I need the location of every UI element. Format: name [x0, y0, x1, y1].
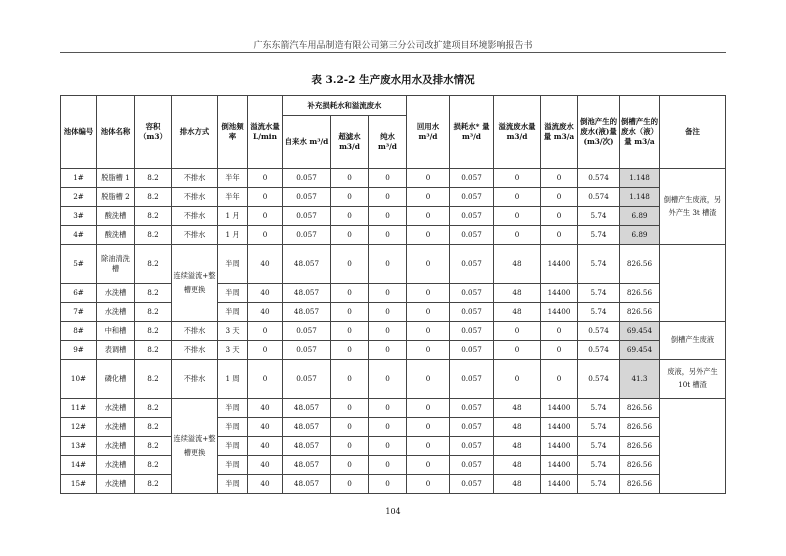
- cell-volume: 8.2: [135, 284, 172, 303]
- cell-trough-waste: 41.3: [620, 360, 660, 399]
- cell-overflow-day: 0: [494, 169, 541, 188]
- cell-pure-water: 0: [369, 226, 407, 245]
- cell-pure-water: 0: [369, 322, 407, 341]
- cell-volume: 8.2: [135, 322, 172, 341]
- cell-trough-waste: 826.56: [620, 399, 660, 418]
- col-overflow-year: 溢流废水量 m3/a: [541, 96, 578, 169]
- cell-pool-name: 水洗槽: [97, 303, 135, 322]
- table-row: [61, 456, 726, 475]
- col-loss: 损耗水* 量 m³/d: [450, 96, 494, 169]
- cell-overflow-year: 0: [541, 226, 578, 245]
- cell-loss: 0.057: [450, 188, 494, 207]
- cell-trough-waste: 1.148: [620, 169, 660, 188]
- cell-drain-mode: 不排水: [172, 188, 218, 207]
- table-row: [61, 399, 726, 418]
- col-volume: 容积（m3）: [135, 96, 172, 169]
- cell-drain-mode: 连续溢流+整槽更换: [172, 399, 218, 494]
- cell-pure-water: 0: [369, 456, 407, 475]
- cell-reuse: 0: [407, 188, 450, 207]
- header-rule: [60, 52, 726, 53]
- cell-volume: 8.2: [135, 437, 172, 456]
- cell-trough-waste: 6.89: [620, 226, 660, 245]
- cell-overflow-year: 14400: [541, 245, 578, 284]
- cell-overflow-year: 14400: [541, 399, 578, 418]
- cell-dump-waste: 5.74: [578, 303, 620, 322]
- cell-volume: 8.2: [135, 303, 172, 322]
- cell-loss: 0.057: [450, 475, 494, 494]
- cell-volume: 8.2: [135, 360, 172, 399]
- cell-dump-freq: 1 月: [218, 226, 248, 245]
- cell-drain-mode: 不排水: [172, 226, 218, 245]
- cell-pool-no: 11#: [61, 399, 97, 418]
- cell-reuse: 0: [407, 207, 450, 226]
- cell-loss: 0.057: [450, 169, 494, 188]
- cell-dump-waste: 5.74: [578, 475, 620, 494]
- cell-dump-waste: 5.74: [578, 245, 620, 284]
- cell-overflow-year: 14400: [541, 456, 578, 475]
- cell-pool-no: 5#: [61, 245, 97, 284]
- table-row: [61, 207, 726, 226]
- cell-overflow-day: 0: [494, 188, 541, 207]
- table-row: [61, 284, 726, 303]
- cell-volume: 8.2: [135, 475, 172, 494]
- cell-trough-waste: 69.454: [620, 341, 660, 360]
- cell-pool-no: 15#: [61, 475, 97, 494]
- table-row: [61, 360, 726, 399]
- cell-pool-no: 7#: [61, 303, 97, 322]
- cell-ultra-water: 0: [331, 341, 369, 360]
- cell-overflow-year: 0: [541, 188, 578, 207]
- cell-dump-freq: 半周: [218, 475, 248, 494]
- cell-ultra-water: 0: [331, 322, 369, 341]
- cell-pool-name: 酸洗槽: [97, 207, 135, 226]
- cell-dump-freq: 半周: [218, 303, 248, 322]
- col-overflow-day: 溢流废水量 m3/d: [494, 96, 541, 169]
- table-row: [61, 341, 726, 360]
- cell-dump-freq: 3 天: [218, 341, 248, 360]
- cell-loss: 0.057: [450, 322, 494, 341]
- cell-overflow-year: 0: [541, 169, 578, 188]
- cell-remark: 倒槽产生废液: [660, 322, 726, 360]
- cell-pool-name: 脱脂槽 1: [97, 169, 135, 188]
- cell-ultra-water: 0: [331, 245, 369, 284]
- cell-pool-no: 2#: [61, 188, 97, 207]
- cell-dump-freq: 1 周: [218, 360, 248, 399]
- cell-overflow-day: 0: [494, 322, 541, 341]
- cell-overflow-day: 48: [494, 456, 541, 475]
- cell-tap-water: 0.057: [283, 169, 331, 188]
- page-number: 104: [385, 507, 401, 516]
- cell-remark: [660, 245, 726, 322]
- cell-ultra-water: 0: [331, 437, 369, 456]
- cell-dump-waste: 0.574: [578, 341, 620, 360]
- cell-trough-waste: 826.56: [620, 475, 660, 494]
- cell-tap-water: 0.057: [283, 188, 331, 207]
- cell-tap-water: 0.057: [283, 360, 331, 399]
- cell-overflow: 0: [248, 207, 283, 226]
- cell-pure-water: 0: [369, 437, 407, 456]
- cell-dump-waste: 5.74: [578, 456, 620, 475]
- cell-pool-name: 水洗槽: [97, 399, 135, 418]
- table-title: 表 3.2-2 生产废水用水及排水情况: [311, 74, 475, 86]
- cell-pure-water: 0: [369, 303, 407, 322]
- cell-pool-name: 除油清洗槽: [97, 245, 135, 284]
- cell-overflow-day: 48: [494, 245, 541, 284]
- cell-overflow: 0: [248, 188, 283, 207]
- cell-volume: 8.2: [135, 207, 172, 226]
- cell-overflow-year: 14400: [541, 303, 578, 322]
- cell-dump-waste: 0.574: [578, 188, 620, 207]
- cell-reuse: 0: [407, 322, 450, 341]
- cell-pool-no: 9#: [61, 341, 97, 360]
- cell-tap-water: 0.057: [283, 207, 331, 226]
- cell-overflow: 40: [248, 475, 283, 494]
- cell-loss: 0.057: [450, 226, 494, 245]
- cell-tap-water: 0.057: [283, 341, 331, 360]
- cell-pool-no: 14#: [61, 456, 97, 475]
- cell-dump-waste: 0.574: [578, 360, 620, 399]
- cell-ultra-water: 0: [331, 475, 369, 494]
- cell-reuse: 0: [407, 169, 450, 188]
- cell-dump-freq: 半年: [218, 188, 248, 207]
- cell-overflow-year: 0: [541, 360, 578, 399]
- cell-ultra-water: 0: [331, 188, 369, 207]
- cell-pool-no: 10#: [61, 360, 97, 399]
- cell-pool-no: 8#: [61, 322, 97, 341]
- col-pool-no: 池体编号: [61, 96, 97, 169]
- cell-volume: 8.2: [135, 245, 172, 284]
- cell-tap-water: 48.057: [283, 284, 331, 303]
- cell-tap-water: 48.057: [283, 475, 331, 494]
- table-row: [61, 169, 726, 188]
- table-body: [61, 169, 726, 494]
- cell-dump-waste: 5.74: [578, 226, 620, 245]
- cell-remark: 倒槽产生废液，另外产生 3t 槽渣: [660, 169, 726, 245]
- cell-pure-water: 0: [369, 169, 407, 188]
- cell-dump-freq: 半周: [218, 456, 248, 475]
- cell-reuse: 0: [407, 475, 450, 494]
- col-ultra-water: 超滤水 m3/d: [331, 116, 369, 169]
- cell-loss: 0.057: [450, 284, 494, 303]
- table-row: [61, 475, 726, 494]
- cell-overflow: 40: [248, 399, 283, 418]
- cell-ultra-water: 0: [331, 207, 369, 226]
- cell-overflow-day: 48: [494, 284, 541, 303]
- cell-loss: 0.057: [450, 399, 494, 418]
- col-trough-waste: 倒槽产生的废水（液）量 m3/a: [620, 96, 660, 169]
- cell-reuse: 0: [407, 284, 450, 303]
- cell-volume: 8.2: [135, 188, 172, 207]
- cell-volume: 8.2: [135, 418, 172, 437]
- table-row: [61, 303, 726, 322]
- cell-dump-waste: 5.74: [578, 437, 620, 456]
- cell-loss: 0.057: [450, 303, 494, 322]
- cell-pool-no: 12#: [61, 418, 97, 437]
- cell-overflow: 40: [248, 456, 283, 475]
- cell-reuse: 0: [407, 245, 450, 284]
- cell-dump-freq: 半周: [218, 399, 248, 418]
- cell-loss: 0.057: [450, 207, 494, 226]
- cell-pool-name: 水洗槽: [97, 437, 135, 456]
- col-supplement-group: 补充损耗水和溢流废水: [283, 96, 407, 116]
- cell-reuse: 0: [407, 399, 450, 418]
- cell-pool-name: 水洗槽: [97, 418, 135, 437]
- cell-overflow-year: 0: [541, 341, 578, 360]
- cell-trough-waste: 826.56: [620, 245, 660, 284]
- cell-drain-mode: 不排水: [172, 322, 218, 341]
- cell-overflow-year: 14400: [541, 437, 578, 456]
- cell-reuse: 0: [407, 226, 450, 245]
- cell-pool-name: 水洗槽: [97, 456, 135, 475]
- cell-ultra-water: 0: [331, 418, 369, 437]
- cell-pool-name: 脱脂槽 2: [97, 188, 135, 207]
- cell-dump-freq: 半周: [218, 245, 248, 284]
- cell-reuse: 0: [407, 456, 450, 475]
- col-pure-water: 纯水 m³/d: [369, 116, 407, 169]
- cell-overflow-year: 14400: [541, 284, 578, 303]
- cell-overflow-day: 0: [494, 360, 541, 399]
- wastewater-table: [60, 95, 726, 494]
- cell-pool-no: 3#: [61, 207, 97, 226]
- cell-loss: 0.057: [450, 245, 494, 284]
- cell-pure-water: 0: [369, 399, 407, 418]
- cell-reuse: 0: [407, 418, 450, 437]
- cell-ultra-water: 0: [331, 303, 369, 322]
- col-pool-name: 池体名称: [97, 96, 135, 169]
- cell-overflow-day: 48: [494, 303, 541, 322]
- cell-pure-water: 0: [369, 188, 407, 207]
- cell-pool-no: 1#: [61, 169, 97, 188]
- table-row: [61, 418, 726, 437]
- cell-volume: 8.2: [135, 169, 172, 188]
- cell-trough-waste: 826.56: [620, 284, 660, 303]
- cell-dump-waste: 5.74: [578, 284, 620, 303]
- cell-dump-waste: 5.74: [578, 399, 620, 418]
- cell-trough-waste: 6.89: [620, 207, 660, 226]
- cell-ultra-water: 0: [331, 226, 369, 245]
- cell-loss: 0.057: [450, 437, 494, 456]
- cell-trough-waste: 69.454: [620, 322, 660, 341]
- cell-drain-mode: 不排水: [172, 207, 218, 226]
- table-row: [61, 245, 726, 284]
- cell-overflow: 0: [248, 360, 283, 399]
- cell-volume: 8.2: [135, 399, 172, 418]
- col-dump-waste: 倒池产生的废水(液)量 (m3/次): [578, 96, 620, 169]
- cell-ultra-water: 0: [331, 169, 369, 188]
- cell-overflow: 0: [248, 169, 283, 188]
- cell-reuse: 0: [407, 341, 450, 360]
- cell-ultra-water: 0: [331, 456, 369, 475]
- cell-trough-waste: 826.56: [620, 456, 660, 475]
- cell-volume: 8.2: [135, 456, 172, 475]
- cell-reuse: 0: [407, 437, 450, 456]
- cell-pure-water: 0: [369, 284, 407, 303]
- cell-pool-name: 磷化槽: [97, 360, 135, 399]
- cell-dump-freq: 半周: [218, 437, 248, 456]
- cell-pool-no: 4#: [61, 226, 97, 245]
- cell-tap-water: 48.057: [283, 245, 331, 284]
- table-row: [61, 437, 726, 456]
- cell-overflow-day: 48: [494, 437, 541, 456]
- table-row: [61, 226, 726, 245]
- cell-dump-freq: 1 月: [218, 207, 248, 226]
- cell-pure-water: 0: [369, 475, 407, 494]
- cell-reuse: 0: [407, 360, 450, 399]
- cell-loss: 0.057: [450, 360, 494, 399]
- cell-dump-freq: 半年: [218, 169, 248, 188]
- cell-trough-waste: 826.56: [620, 418, 660, 437]
- cell-overflow: 0: [248, 341, 283, 360]
- cell-tap-water: 48.057: [283, 418, 331, 437]
- cell-drain-mode: 不排水: [172, 169, 218, 188]
- cell-overflow: 40: [248, 437, 283, 456]
- cell-overflow: 0: [248, 226, 283, 245]
- cell-dump-waste: 0.574: [578, 322, 620, 341]
- cell-overflow-day: 48: [494, 475, 541, 494]
- cell-ultra-water: 0: [331, 399, 369, 418]
- cell-overflow: 0: [248, 322, 283, 341]
- cell-reuse: 0: [407, 303, 450, 322]
- cell-overflow-year: 14400: [541, 475, 578, 494]
- cell-overflow-year: 0: [541, 322, 578, 341]
- cell-loss: 0.057: [450, 418, 494, 437]
- cell-pool-name: 水洗槽: [97, 475, 135, 494]
- cell-pure-water: 0: [369, 341, 407, 360]
- cell-tap-water: 48.057: [283, 456, 331, 475]
- cell-volume: 8.2: [135, 226, 172, 245]
- table-row: [61, 188, 726, 207]
- cell-overflow-day: 0: [494, 207, 541, 226]
- cell-tap-water: 0.057: [283, 226, 331, 245]
- cell-overflow-year: 14400: [541, 418, 578, 437]
- cell-tap-water: 0.057: [283, 322, 331, 341]
- cell-pure-water: 0: [369, 360, 407, 399]
- cell-overflow: 40: [248, 418, 283, 437]
- cell-overflow: 40: [248, 303, 283, 322]
- cell-dump-freq: 半周: [218, 418, 248, 437]
- col-dump-freq: 倒池频率: [218, 96, 248, 169]
- cell-pure-water: 0: [369, 418, 407, 437]
- cell-remark: 废液，另外产生 10t 槽渣: [660, 360, 726, 399]
- cell-drain-mode: 不排水: [172, 360, 218, 399]
- cell-overflow: 40: [248, 245, 283, 284]
- cell-ultra-water: 0: [331, 360, 369, 399]
- cell-dump-freq: 3 天: [218, 322, 248, 341]
- cell-overflow-day: 0: [494, 226, 541, 245]
- cell-overflow-day: 48: [494, 399, 541, 418]
- cell-dump-waste: 5.74: [578, 418, 620, 437]
- document-header: 广东东箭汽车用品制造有限公司第三分公司改扩建项目环境影响报告书: [253, 41, 533, 51]
- cell-loss: 0.057: [450, 341, 494, 360]
- cell-dump-waste: 5.74: [578, 207, 620, 226]
- cell-tap-water: 48.057: [283, 437, 331, 456]
- cell-pool-name: 酸洗槽: [97, 226, 135, 245]
- cell-tap-water: 48.057: [283, 399, 331, 418]
- cell-pure-water: 0: [369, 207, 407, 226]
- cell-overflow-year: 0: [541, 207, 578, 226]
- cell-trough-waste: 1.148: [620, 188, 660, 207]
- cell-remark: [660, 399, 726, 494]
- cell-pool-no: 6#: [61, 284, 97, 303]
- cell-overflow-day: 0: [494, 341, 541, 360]
- cell-volume: 8.2: [135, 341, 172, 360]
- cell-pool-name: 中和槽: [97, 322, 135, 341]
- col-overflow: 溢流水量 L/min: [248, 96, 283, 169]
- cell-pool-name: 水洗槽: [97, 284, 135, 303]
- col-remark: 备注: [660, 96, 726, 169]
- cell-pool-no: 13#: [61, 437, 97, 456]
- cell-ultra-water: 0: [331, 284, 369, 303]
- col-tap-water: 自来水 m³/d: [283, 116, 331, 169]
- cell-loss: 0.057: [450, 456, 494, 475]
- cell-tap-water: 48.057: [283, 303, 331, 322]
- col-drain-mode: 排水方式: [172, 96, 218, 169]
- cell-dump-waste: 0.574: [578, 169, 620, 188]
- cell-drain-mode: 连续溢流+整槽更换: [172, 245, 218, 322]
- cell-pool-name: 表调槽: [97, 341, 135, 360]
- cell-overflow: 40: [248, 284, 283, 303]
- cell-drain-mode: 不排水: [172, 341, 218, 360]
- cell-trough-waste: 826.56: [620, 437, 660, 456]
- table-row: [61, 322, 726, 341]
- cell-trough-waste: 826.56: [620, 303, 660, 322]
- cell-dump-freq: 半周: [218, 284, 248, 303]
- cell-pure-water: 0: [369, 245, 407, 284]
- cell-overflow-day: 48: [494, 418, 541, 437]
- col-reuse: 回用水 m³/d: [407, 96, 450, 169]
